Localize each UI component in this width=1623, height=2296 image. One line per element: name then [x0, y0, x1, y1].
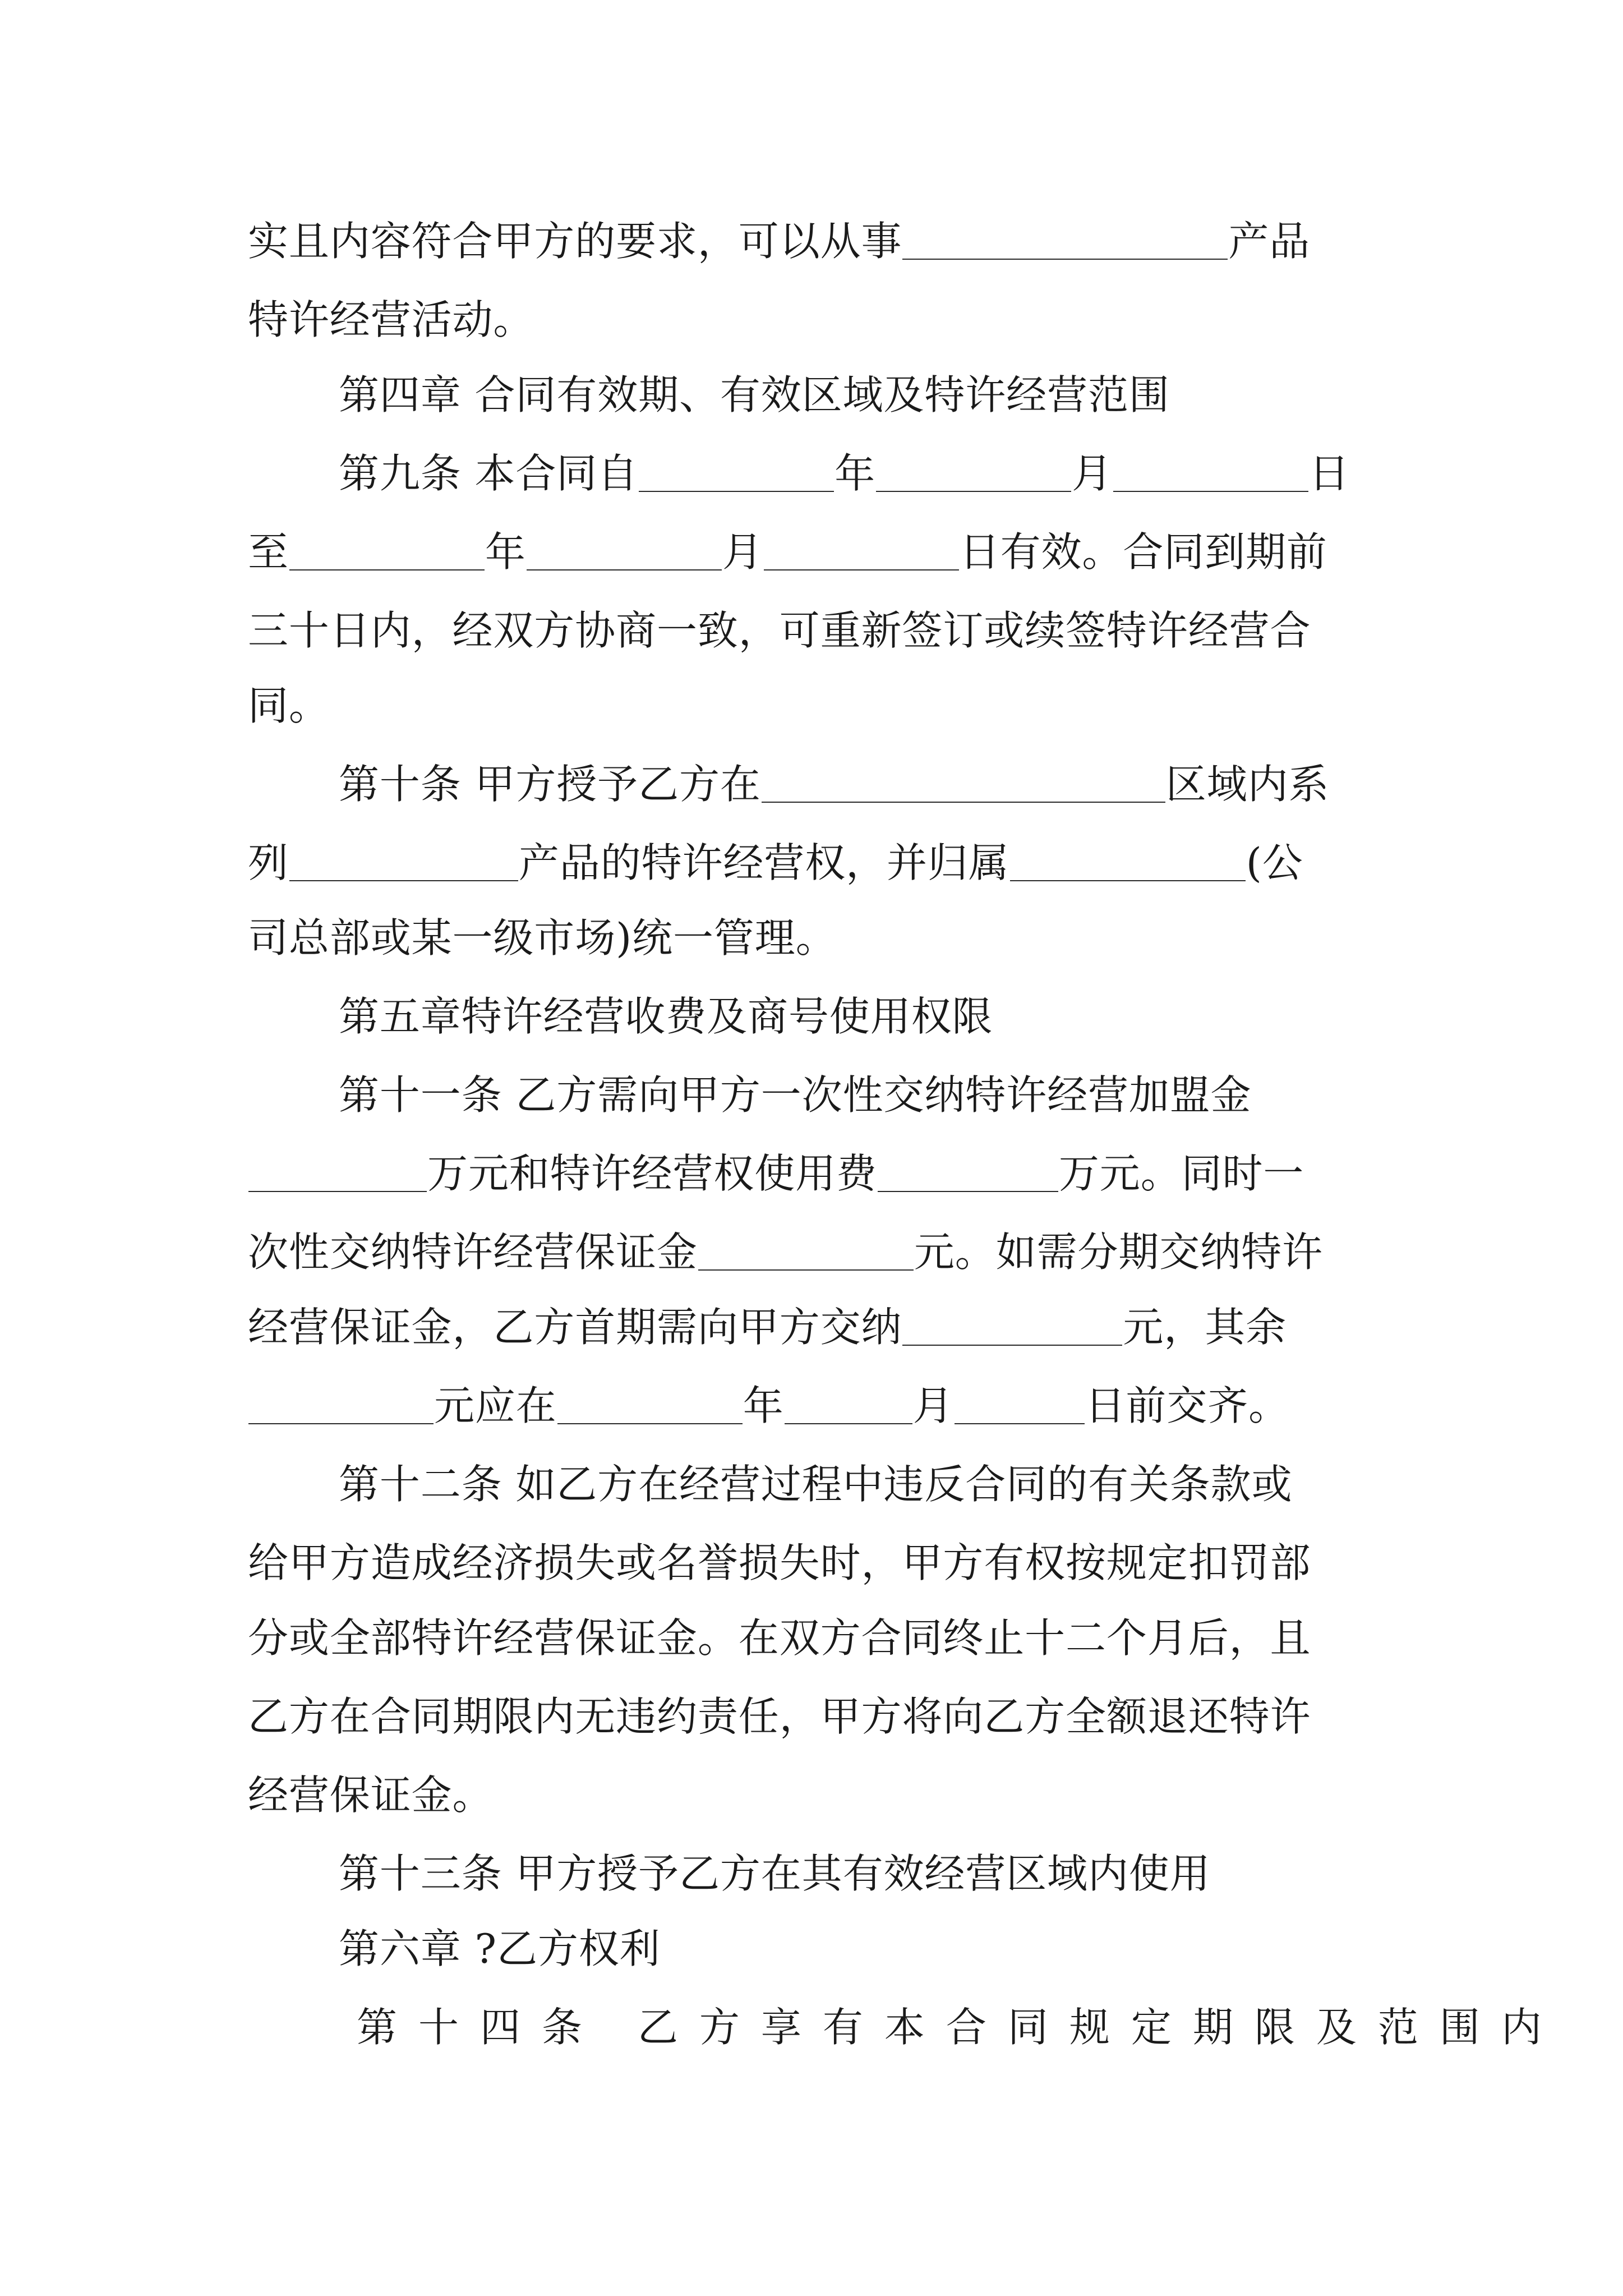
text-segment: 区域内系 [1165, 761, 1330, 808]
fill-in-blank[interactable] [289, 880, 518, 881]
fill-in-blank[interactable] [785, 1423, 912, 1424]
text-segment: 第五章特许经营收费及商号使用权限 [339, 993, 993, 1040]
text-line [339, 368, 1170, 422]
text-line [339, 447, 1350, 500]
text-segment: 第九条 本合同自 [339, 450, 639, 497]
text-segment: 三十日内，经双方协商一致，可重新签订或续签特许经营合 [248, 607, 1311, 654]
text-line [248, 1300, 1287, 1354]
text-line [339, 1922, 661, 1976]
text-segment: 第十三条 甲方授予乙方在其有效经营区域内使用 [339, 1850, 1211, 1897]
text-segment: 元应在 [434, 1382, 557, 1429]
text-segment: 列 [248, 839, 289, 886]
text-line [248, 1379, 1289, 1433]
text-segment: 第十四条 乙方享有本合同规定期限及范围内 [357, 2004, 1563, 2051]
text-line [248, 1690, 1311, 1743]
fill-in-blank[interactable] [289, 569, 485, 570]
text-segment: 司总部或某一级市场)统一管理。 [248, 914, 837, 961]
text-segment: 分或全部特许经营保证金。在双方合同终止十二个月后，且 [248, 1614, 1311, 1662]
text-line [339, 1457, 1293, 1511]
text-line [339, 1068, 1252, 1122]
fill-in-blank[interactable] [902, 259, 1228, 260]
text-segment: 万元。同时一 [1058, 1150, 1304, 1197]
fill-in-blank[interactable] [764, 569, 959, 570]
text-segment: 万元和特许经营权使用费 [427, 1150, 877, 1197]
text-line [339, 990, 993, 1043]
text-segment: 日前交齐。 [1085, 1382, 1290, 1429]
text-line [339, 1847, 1211, 1901]
fill-in-blank[interactable] [1113, 491, 1308, 492]
text-line [248, 525, 1327, 579]
text-segment: 经营保证金。 [248, 1772, 494, 1819]
text-segment: 实且内容符合甲方的要求，可以从事 [248, 218, 902, 265]
text-line [248, 1147, 1304, 1200]
fill-in-blank[interactable] [248, 1191, 427, 1192]
text-line [248, 1536, 1311, 1590]
text-segment: 第六章 ?乙方权利 [339, 1925, 661, 1972]
fill-in-blank[interactable] [527, 569, 722, 570]
fill-in-blank[interactable] [248, 1423, 434, 1424]
text-segment: 年 [834, 450, 875, 497]
text-line [248, 1768, 493, 1822]
text-line [248, 293, 534, 347]
text-segment: (公 [1246, 839, 1303, 886]
text-segment: 第四章 合同有效期、有效区域及特许经营范围 [339, 371, 1170, 418]
text-segment: 至 [248, 528, 289, 576]
text-line [248, 1611, 1311, 1665]
text-segment: 月 [912, 1382, 954, 1429]
fill-in-blank[interactable] [698, 1269, 914, 1271]
text-segment: 日有效。合同到期前 [959, 528, 1327, 576]
text-line [248, 214, 1310, 268]
text-segment: 同。 [248, 682, 330, 729]
text-segment: 月 [1072, 450, 1113, 497]
text-segment: 元。如需分期交纳特许 [914, 1228, 1323, 1276]
text-segment: 第十二条 如乙方在经营过程中违反合同的有关条款或 [339, 1461, 1293, 1508]
text-line [248, 1225, 1323, 1279]
fill-in-blank[interactable] [762, 802, 1165, 803]
text-segment: 第十条 甲方授予乙方在 [339, 761, 761, 808]
text-segment: 给甲方造成经济损失或名誉损失时，甲方有权按规定扣罚部 [248, 1539, 1311, 1586]
text-segment: 日 [1308, 450, 1350, 497]
fill-in-blank[interactable] [639, 491, 834, 492]
text-segment: 经营保证金，乙方首期需向甲方交纳 [248, 1304, 902, 1351]
text-segment: 第十一条 乙方需向甲方一次性交纳特许经营加盟金 [339, 1071, 1252, 1119]
text-segment: 月 [722, 528, 763, 576]
fill-in-blank[interactable] [1010, 880, 1246, 881]
text-segment: 年 [743, 1382, 784, 1429]
text-line [339, 757, 1329, 811]
text-line [248, 679, 330, 733]
fill-in-blank[interactable] [955, 1423, 1085, 1424]
text-segment: 产品 [1228, 218, 1311, 265]
text-line [248, 604, 1311, 657]
text-line [248, 911, 837, 965]
text-segment: 元，其余 [1123, 1304, 1287, 1351]
text-segment: 次性交纳特许经营保证金 [248, 1228, 698, 1276]
text-line [248, 836, 1303, 890]
text-segment: 乙方在合同期限内无违约责任，甲方将向乙方全额退还特许 [248, 1693, 1311, 1740]
text-segment: 年 [485, 528, 526, 576]
fill-in-blank[interactable] [902, 1345, 1122, 1346]
fill-in-blank[interactable] [557, 1423, 743, 1424]
fill-in-blank[interactable] [876, 491, 1071, 492]
text-line [357, 2000, 1563, 2054]
text-segment: 特许经营活动。 [248, 296, 534, 343]
fill-in-blank[interactable] [878, 1191, 1058, 1192]
text-segment: 产品的特许经营权，并归属 [518, 839, 1009, 886]
